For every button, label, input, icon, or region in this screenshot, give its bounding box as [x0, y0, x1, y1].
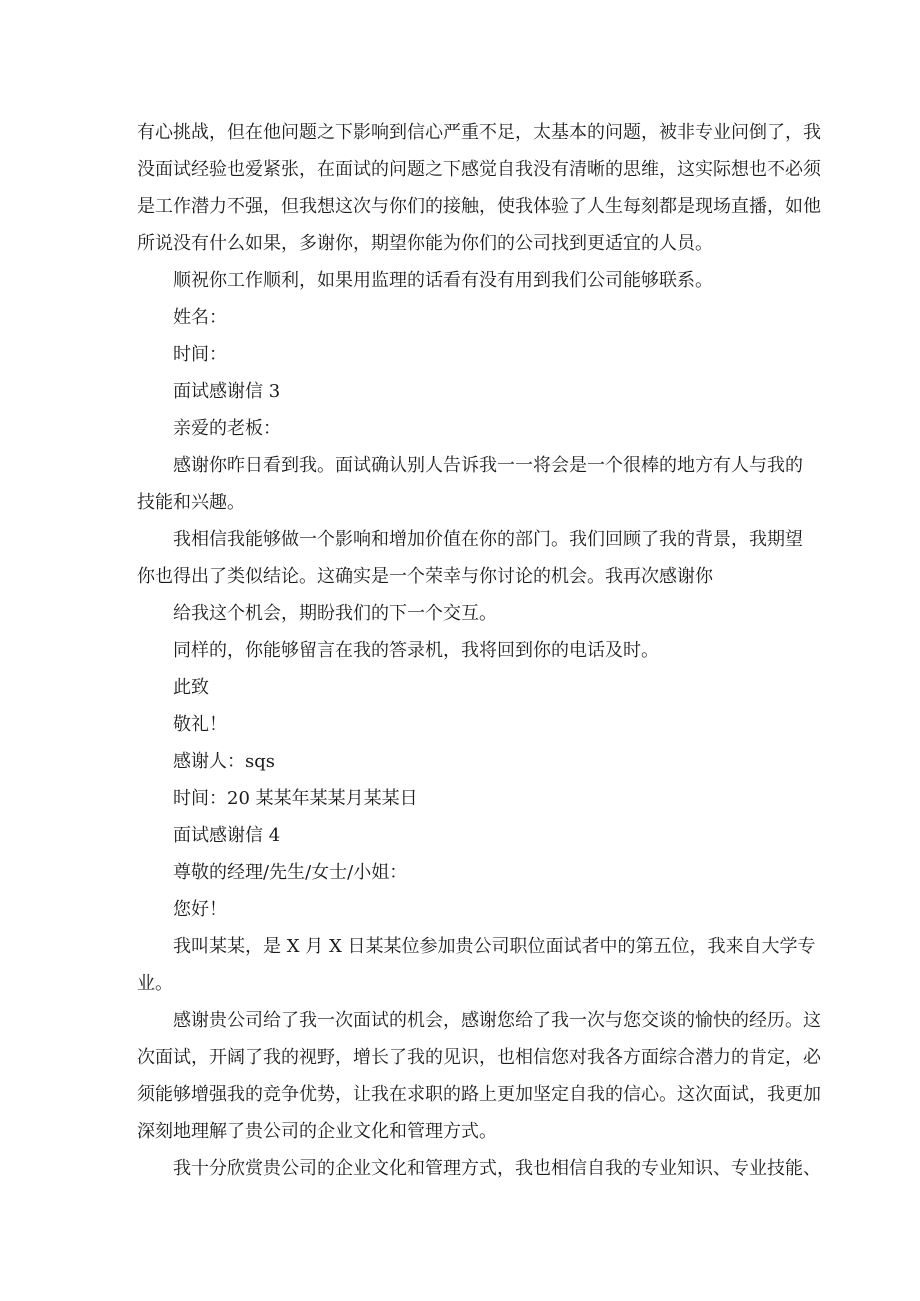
salutation: 亲爱的老板： [173, 418, 281, 439]
text-line: 技能和兴趣。 [137, 492, 245, 513]
text-line: 同样的，你能够留言在我的答录机，我将回到你的电话及时。 [173, 640, 659, 661]
salutation: 尊敬的经理/先生/女士/小姐： [173, 862, 408, 883]
text-line: 给我这个机会，期盼我们的下一个交互。 [173, 603, 497, 624]
text-line: 时间： [173, 344, 227, 365]
section-heading: 面试感谢信 4 [173, 825, 281, 846]
text-line: 此致 [173, 677, 209, 698]
text-line: 我相信我能够做一个影响和增加价值在你的部门。我们回顾了我的背景，我期望 [173, 529, 803, 550]
text-line: 深刻地理解了贵公司的企业文化和管理方式。 [137, 1121, 497, 1142]
text-line: 是工作潜力不强，但我想这次与你们的接触，使我体验了人生每刻都是现场直播，如他 [137, 196, 821, 217]
text-line: 次面试，开阔了我的视野，增长了我的见识，也相信您对我各方面综合潜力的肯定，必 [137, 1047, 821, 1068]
text-line: 你也得出了类似结论。这确实是一个荣幸与你讨论的机会。我再次感谢你 [137, 566, 713, 587]
date-line: 时间：20 某某年某某月某某日 [173, 788, 418, 809]
text-line: 没面试经验也爱紧张，在面试的问题之下感觉自我没有清晰的思维，这实际想也不必须 [137, 159, 821, 180]
text-line: 须能够增强我的竞争优势，让我在求职的路上更加坚定自我的信心。这次面试，我更加 [137, 1084, 821, 1105]
text-line: 我十分欣赏贵公司的企业文化和管理方式，我也相信自我的专业知识、专业技能、 [173, 1158, 821, 1179]
text-line: 业。 [137, 973, 173, 994]
greeting: 您好！ [173, 899, 227, 920]
text-line: 敬礼！ [173, 714, 227, 735]
section-heading: 面试感谢信 3 [173, 381, 281, 402]
text-line: 顺祝你工作顺利，如果用监理的话看有没有用到我们公司能够联系。 [173, 270, 713, 291]
text-line: 感谢贵公司给了我一次面试的机会，感谢您给了我一次与您交谈的愉快的经历。这 [173, 1010, 821, 1031]
text-line: 感谢你昨日看到我。面试确认别人告诉我一一将会是一个很棒的地方有人与我的 [173, 455, 803, 476]
text-line: 有心挑战，但在他问题之下影响到信心严重不足，太基本的问题，被非专业问倒了，我 [137, 122, 821, 143]
text-line: 姓名： [173, 307, 227, 328]
text-line: 我叫某某，是 X 月 X 日某某位参加贵公司职位面试者中的第五位，我来自大学专 [173, 936, 816, 957]
text-line: 所说没有什么如果，多谢你，期望你能为你们的公司找到更适宜的人员。 [137, 233, 713, 254]
signature-line: 感谢人：sqs [173, 751, 275, 772]
